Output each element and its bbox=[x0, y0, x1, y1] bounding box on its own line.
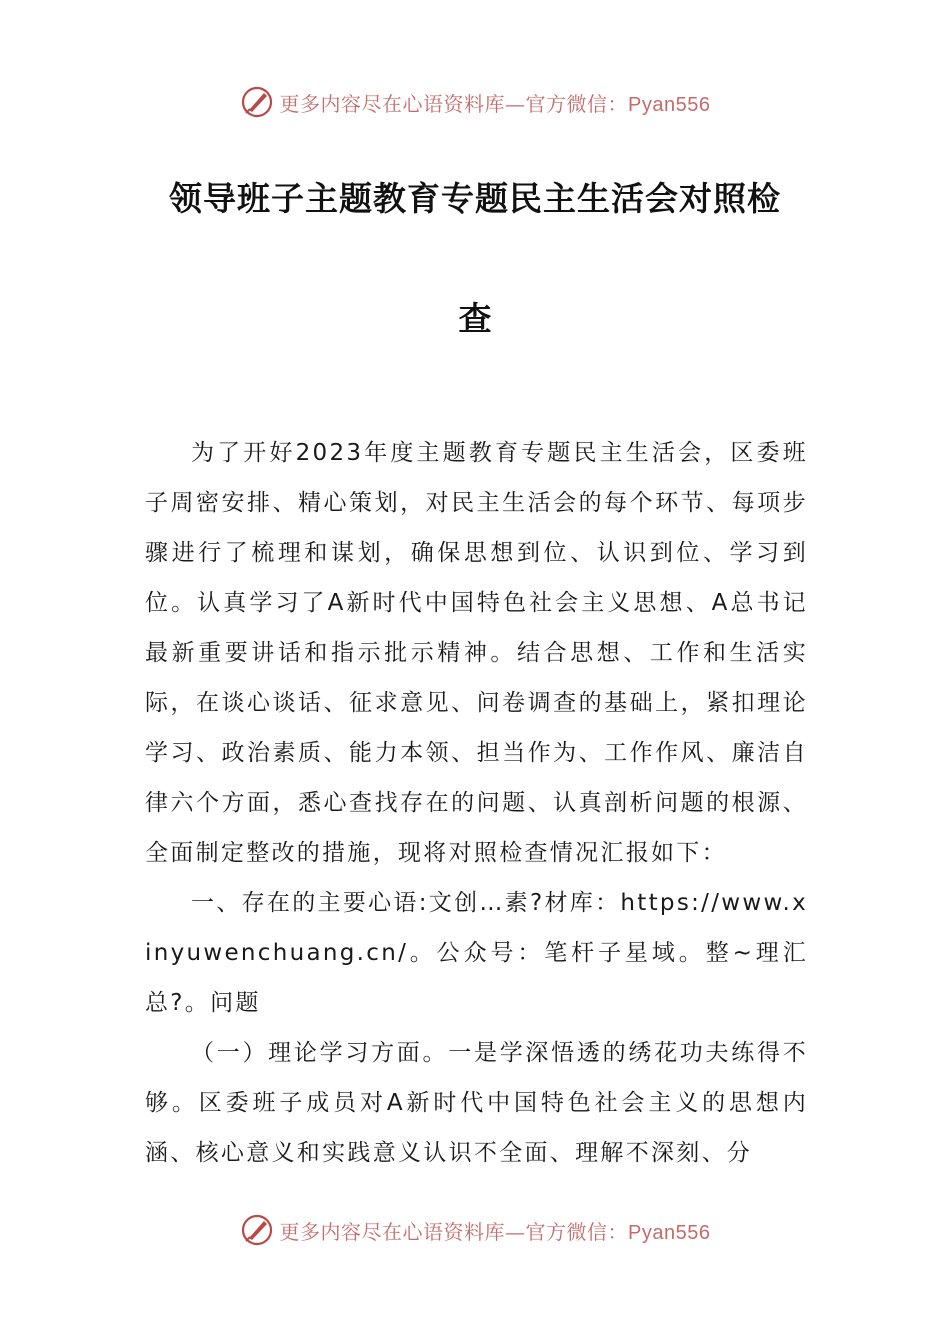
quill-pen-logo-icon bbox=[240, 85, 274, 119]
paragraph-section-heading: 一、存在的主要心语:文创…素?材库：https://www.xinyuwenchuang.cn/。公众号：笔杆子星域。整~理汇总?。问题 bbox=[145, 890, 808, 1016]
paragraph-intro: 为了开好2023年度主题教育专题民主生活会，区委班子周密安排、精心策划，对民主生活会的每个环节、每项步骤进行了梳理和谋划，确保思想到位、认识到位、学习到位。认真学习了A新时代中国特色社会主义思想、A总书记最新重要讲话和指示批示精神。结合思想、工作和生活实际，在谈心谈话、征求意见、问卷调查的基础上，紧扣理论学习、政治素质、能力本领、担当作为、工作作风、廉洁自律六个方面，悉心查找存在的问题、认真剖析问题的根源、全面制定整改的措施，现将对照检查情况汇报如下： bbox=[145, 440, 808, 866]
document-title-line-1: 领导班子主题教育专题民主生活会对照检 bbox=[169, 179, 781, 218]
watermark-header bbox=[0, 82, 950, 122]
watermark-text: 更多内容尽在心语资料库—官方微信：Pyan556 bbox=[279, 91, 711, 116]
quill-pen-logo-icon bbox=[240, 1213, 274, 1247]
watermark-footer bbox=[0, 1210, 950, 1250]
paragraph-theory-study: （一）理论学习方面。一是学深悟透的绣花功夫练得不够。区委班子成员对A新时代中国特色社会主义的思想内涵、核心意义和实践意义认识不全面、理解不深刻、分 bbox=[145, 1040, 808, 1166]
watermark-text: 更多内容尽在心语资料库—官方微信：Pyan556 bbox=[279, 1219, 711, 1244]
document-title-line-2: 查 bbox=[458, 299, 492, 338]
document-body bbox=[145, 428, 808, 1178]
